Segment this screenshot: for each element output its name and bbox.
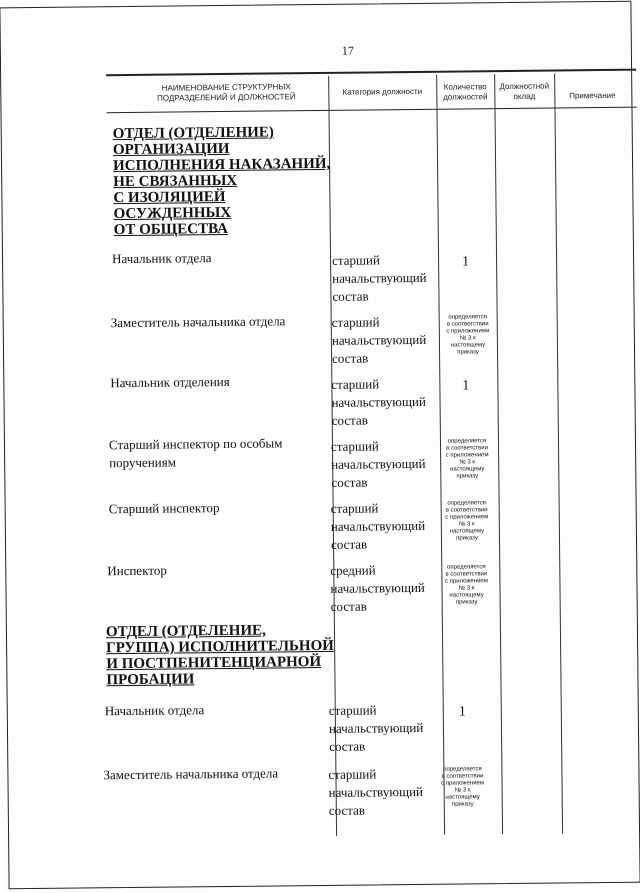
category-line: начальствующий: [331, 393, 426, 410]
category-line: начальствующий: [330, 517, 426, 534]
position-category: [332, 313, 427, 368]
note-line: в соответствии: [445, 507, 488, 514]
section-title-line: С ИЗОЛЯЦИЕЙ: [113, 188, 226, 207]
header-count-line: должностей: [443, 92, 488, 102]
note-line: настоящему: [449, 528, 485, 535]
note-line: приказу: [455, 599, 478, 606]
category-line: состав: [329, 738, 366, 754]
section-title-line: ПРОБАЦИИ: [106, 671, 195, 689]
section-title-line: ОТ ОБЩЕСТВА: [113, 220, 229, 239]
category-line: состав: [331, 474, 368, 490]
section-title-line: И ПОСТПЕНИТЕНЦИАРНОЙ: [106, 654, 322, 673]
category-line: начальствующий: [331, 331, 427, 348]
note-line: определяется: [447, 500, 486, 507]
note-line: настоящему: [445, 794, 480, 801]
note-line: в соответствии: [446, 321, 489, 328]
quantity-note: [438, 438, 496, 481]
category-line: состав: [330, 536, 368, 552]
note-line: определяется: [443, 766, 482, 773]
category-line: старший: [330, 500, 379, 516]
position-quantity: 1: [462, 378, 470, 394]
note-line: приказу: [456, 535, 478, 542]
section-title-line: ОРГАНИЗАЦИИ: [112, 140, 230, 159]
quantity-note: [439, 314, 497, 357]
category-line: состав: [332, 288, 369, 304]
category-line: начальствующий: [332, 269, 427, 286]
category-line: начальствующий: [330, 579, 425, 596]
category-line: начальствующий: [328, 719, 424, 736]
header-salary-line: Должностной: [499, 81, 550, 92]
note-line: с приложением: [445, 452, 489, 459]
section-title-line: ОСУЖДЕННЫХ: [113, 204, 232, 223]
position-category: [331, 437, 426, 492]
quantity-note: [437, 564, 495, 607]
category-line: состав: [331, 412, 368, 428]
section-title-line: ГРУППА) ИСПОЛНИТЕЛЬНОЙ: [106, 637, 334, 657]
note-line: настоящему: [449, 592, 484, 599]
position-name: Старший инспектор по особым поручениям: [108, 435, 283, 471]
note-line: настоящему: [450, 342, 486, 349]
position-quantity: 1: [462, 254, 470, 270]
note-line: с приложением: [441, 780, 485, 787]
category-line: начальствующий: [331, 455, 426, 472]
section-title-line: НЕ СВЯЗАННЫХ: [113, 172, 238, 191]
header-note-column: Примечание: [569, 90, 616, 101]
header-name-column: [136, 82, 316, 104]
note-line: № 3 к: [454, 787, 471, 794]
section-title-line: ИСПОЛНЕНИЯ НАКАЗАНИЙ,: [112, 155, 331, 175]
note-line: в соответствии: [445, 571, 488, 578]
position-name: Инспектор: [107, 562, 167, 579]
section-title-1: [113, 124, 331, 238]
category-line: состав: [332, 350, 369, 366]
note-line: настоящему: [450, 466, 485, 473]
category-line: старший: [331, 376, 380, 392]
category-line: состав: [330, 598, 367, 614]
note-line: с приложением: [446, 328, 490, 335]
note-line: приказу: [456, 473, 479, 480]
category-line: старший: [328, 702, 377, 718]
note-line: № 3 к: [458, 521, 475, 528]
position-name: Начальник отделения: [110, 373, 230, 391]
category-line: старший: [328, 766, 377, 782]
category-line: начальствующий: [328, 783, 424, 800]
header-salary-line: оклад: [513, 91, 536, 101]
note-line: с приложением: [444, 578, 488, 585]
category-line: старший: [331, 314, 380, 330]
position-category: [329, 701, 424, 756]
header-category-column: Категория должности: [342, 86, 423, 97]
position-category: [332, 251, 427, 306]
category-line: старший: [330, 438, 379, 454]
quantity-note: [433, 766, 491, 809]
position-category: [330, 561, 425, 616]
section-title-line: ОТДЕЛ (ОТДЕЛЕНИЕ): [112, 124, 274, 143]
note-line: № 3 к: [458, 585, 475, 592]
position-name: Заместитель начальника отдела: [103, 765, 279, 783]
position-name: Заместитель начальника отдела: [110, 313, 286, 331]
note-line: № 3 к: [459, 459, 476, 466]
note-line: определяется: [446, 564, 486, 571]
note-line: с приложением: [445, 514, 489, 521]
note-line: приказу: [457, 349, 479, 356]
position-name: Начальник отдела: [111, 250, 212, 267]
header-name-line: ПОДРАЗДЕЛЕНИЙ И ДОЛЖНОСТЕЙ: [157, 92, 296, 103]
note-line: определяется: [447, 438, 487, 445]
page-number: 17: [341, 43, 354, 58]
header-count-line: Количество: [443, 82, 487, 92]
position-category: [331, 375, 426, 430]
category-line: средний: [330, 562, 376, 578]
note-line: № 3 к: [459, 335, 476, 342]
header-name-line: НАИМЕНОВАНИЕ СТРУКТУРНЫХ: [161, 82, 291, 93]
note-line: в соответствии: [446, 445, 488, 452]
position-name: Начальник отдела: [104, 702, 205, 719]
section-title-line: ОТДЕЛ (ОТДЕЛЕНИЕ,: [105, 622, 266, 641]
header-count-column: [438, 82, 492, 103]
position-category: [328, 765, 423, 820]
category-line: состав: [328, 802, 366, 818]
note-line: в соответствии: [441, 773, 484, 780]
header-salary-column: [496, 82, 552, 103]
position-name: Старший инспектор: [108, 500, 220, 517]
note-line: приказу: [451, 801, 474, 808]
position-quantity: 1: [458, 704, 466, 720]
note-line: определяется: [448, 314, 487, 321]
quantity-note: [438, 500, 496, 543]
category-line: старший: [331, 252, 380, 268]
section-title-2: [106, 622, 334, 688]
position-category: [331, 499, 426, 554]
